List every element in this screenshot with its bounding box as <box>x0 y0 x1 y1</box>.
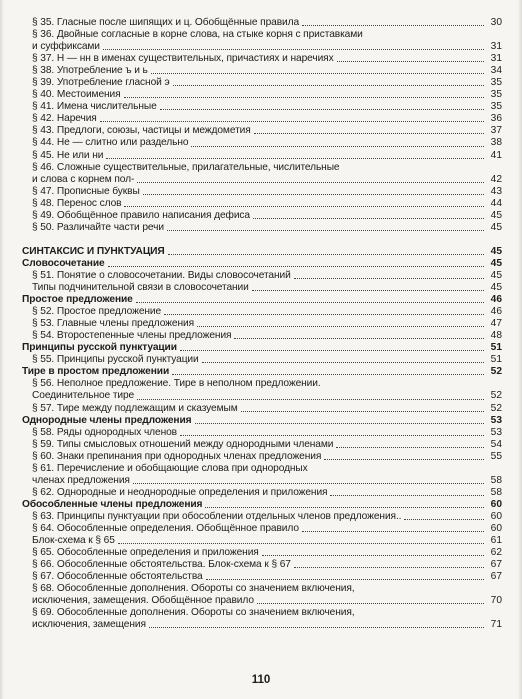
toc-entry-title: § 56. Неполное предложение. Тире в неполном предложении. <box>32 378 321 390</box>
toc-section-heading <box>22 499 502 511</box>
toc-entry <box>22 571 502 583</box>
toc-entry <box>22 282 502 294</box>
toc-section-heading <box>22 366 502 378</box>
toc-page-number: 42 <box>490 173 502 185</box>
dot-leader <box>143 193 484 195</box>
toc-page-number: 41 <box>490 149 502 161</box>
dot-leader <box>257 602 484 604</box>
dot-leader <box>173 84 484 86</box>
toc-page-number: 47 <box>490 318 502 330</box>
dot-leader <box>172 373 484 375</box>
toc-page-number: 45 <box>490 245 502 257</box>
dot-leader <box>336 446 484 448</box>
toc-page-number: 31 <box>490 41 502 53</box>
toc-entry <box>22 137 502 149</box>
toc-entry <box>22 583 502 595</box>
toc-entry <box>22 198 502 210</box>
toc-entry-title: § 58. Ряды однородных членов <box>32 426 177 438</box>
toc-entry <box>22 306 502 318</box>
toc-entry-title: § 63. Принципы пунктуации при обособлении отдельных членов предложения.. <box>32 510 402 522</box>
toc-page-number: 38 <box>490 137 502 149</box>
toc-entry-title: § 47. Прописные буквы <box>32 185 140 197</box>
toc-entry-title: Типы подчинительной связи в словосочетании <box>32 282 249 294</box>
toc-page-number: 31 <box>490 53 502 65</box>
dot-leader <box>180 434 484 436</box>
dot-leader <box>149 626 484 628</box>
dot-leader <box>164 313 484 315</box>
toc-page-number: 43 <box>490 185 502 197</box>
toc-entry <box>22 29 502 41</box>
dot-leader <box>124 96 484 98</box>
toc-entry <box>22 53 502 65</box>
toc-page-number: 58 <box>490 474 502 486</box>
toc-entry <box>22 101 502 113</box>
dot-leader <box>302 24 484 26</box>
toc-entry-title: Соединительное тире <box>32 390 135 402</box>
toc-page-number: 45 <box>490 209 502 221</box>
toc-entry-title: § 60. Знаки препинания при однородных членах предложения <box>32 450 322 462</box>
toc-entry-title: § 65. Обособленные определения и приложения <box>32 547 259 559</box>
dot-leader <box>195 422 485 424</box>
toc-entry <box>22 595 502 607</box>
dot-leader <box>108 265 484 267</box>
toc-entry-title: СИНТАКСИС И ПУНКТУАЦИЯ <box>22 245 165 257</box>
dot-leader <box>337 60 484 62</box>
toc-page-number: 46 <box>490 306 502 318</box>
toc-entry <box>22 607 502 619</box>
dot-leader <box>124 205 484 207</box>
dot-leader <box>151 72 484 74</box>
toc-page-number: 60 <box>490 498 502 510</box>
toc-entry-title: § 68. Обособленные дополнения. Обороты со значением включения, <box>32 583 355 595</box>
dot-leader <box>206 578 484 580</box>
dot-leader <box>202 361 484 363</box>
toc-entry-title: § 46. Сложные существительные, прилагательные, числительные <box>32 161 340 173</box>
dot-leader <box>167 229 484 231</box>
dot-leader <box>180 349 484 351</box>
toc-page-number: 58 <box>490 486 502 498</box>
toc-entry <box>22 210 502 222</box>
toc-entry-title: § 41. Имена числительные <box>32 101 157 113</box>
toc-entry-title: § 44. Не — слитно или раздельно <box>32 137 189 149</box>
toc-entry-title: § 40. Местоимения <box>32 89 121 101</box>
toc-page-number: 67 <box>490 559 502 571</box>
dot-leader <box>133 482 484 484</box>
toc-spacer <box>22 234 502 246</box>
toc-entry-title: § 64. Обособленные определения. Обобщённое правило <box>32 522 299 534</box>
toc-page-number: 45 <box>490 282 502 294</box>
dot-leader <box>118 542 484 544</box>
toc-entry-title: § 35. Гласные после шипящих и ц. Обобщённые правила <box>32 17 300 28</box>
toc-entry-title: Блок-схема к § 65 <box>32 535 115 547</box>
table-of-contents <box>22 17 502 631</box>
toc-entry <box>22 487 502 499</box>
dot-leader <box>168 253 484 255</box>
toc-page-number: 70 <box>490 595 502 607</box>
toc-entry <box>22 354 502 366</box>
toc-entry-title: § 38. Употребление ъ и ь <box>32 65 148 77</box>
dot-leader <box>137 181 484 183</box>
toc-section-heading <box>22 246 502 258</box>
toc-entry-title: § 50. Различайте части речи <box>32 221 164 233</box>
toc-entry <box>22 451 502 463</box>
toc-entry <box>22 222 502 234</box>
dot-leader <box>254 132 484 134</box>
toc-page-number: 51 <box>490 354 502 366</box>
dot-leader <box>160 108 484 110</box>
toc-entry <box>22 390 502 402</box>
toc-page-number: 62 <box>490 547 502 559</box>
toc-page-number: 30 <box>490 17 502 28</box>
toc-page-number: 46 <box>490 294 502 306</box>
toc-page-number: 35 <box>490 77 502 89</box>
dot-leader <box>197 325 484 327</box>
toc-page-number: 45 <box>490 221 502 233</box>
dot-leader <box>106 157 484 159</box>
toc-page-number: 61 <box>490 535 502 547</box>
toc-entry-title: § 67. Обособленные обстоятельства <box>32 571 203 583</box>
toc-entry-title: членах предложения <box>32 474 130 486</box>
toc-entry <box>22 403 502 415</box>
toc-entry-title: § 54. Второстепенные члены предложения <box>32 330 232 342</box>
toc-entry-title: § 52. Простое предложение <box>32 306 162 318</box>
toc-page-number: 34 <box>490 65 502 77</box>
toc-page-number: 55 <box>490 450 502 462</box>
toc-entry-title: § 55. Принципы русской пунктуации <box>32 354 199 366</box>
toc-entry <box>22 475 502 487</box>
toc-entry-title: § 66. Обособленные обстоятельства. Блок-схема к § 67 <box>32 559 291 571</box>
toc-entry <box>22 439 502 451</box>
toc-entry-title: § 57. Тире между подлежащим и сказуемым <box>32 402 238 414</box>
toc-entry-title: и суффиксами <box>32 41 100 53</box>
toc-page-number: 54 <box>490 438 502 450</box>
toc-page-number: 71 <box>490 619 502 631</box>
dot-leader <box>294 277 484 279</box>
toc-entry-title: § 42. Наречия <box>32 113 97 125</box>
toc-entry <box>22 559 502 571</box>
dot-leader <box>137 398 484 400</box>
toc-entry <box>22 89 502 101</box>
toc-page-number: 53 <box>490 414 502 426</box>
toc-entry <box>22 77 502 89</box>
dot-leader <box>241 410 484 412</box>
toc-entry <box>22 547 502 559</box>
toc-page-number: 48 <box>490 330 502 342</box>
toc-entry <box>22 41 502 53</box>
toc-section-heading <box>22 294 502 306</box>
dot-leader <box>404 518 484 520</box>
toc-entry-title: Принципы русской пунктуации <box>22 342 177 354</box>
dot-leader <box>191 145 484 147</box>
toc-entry-title: § 51. Понятие о словосочетании. Виды словосочетаний <box>32 269 291 281</box>
toc-entry <box>22 535 502 547</box>
toc-entry <box>22 65 502 77</box>
toc-page-number: 44 <box>490 197 502 209</box>
toc-entry-title: § 69. Обособленные дополнения. Обороты со значением включения, <box>32 607 355 619</box>
toc-entry-title: § 39. Употребление гласной э <box>32 77 170 89</box>
toc-entry-title: § 49. Обобщённое правило написания дефиса <box>32 209 250 221</box>
toc-entry-title: Обособленные члены предложения <box>22 498 203 510</box>
toc-page-number: 67 <box>490 571 502 583</box>
dot-leader <box>234 337 484 339</box>
toc-entry <box>22 427 502 439</box>
dot-leader <box>302 530 484 532</box>
toc-page-number: 51 <box>490 342 502 354</box>
toc-entry <box>22 318 502 330</box>
toc-entry-title: § 62. Однородные и неоднородные определения и приложения <box>32 486 328 498</box>
toc-page-number: 36 <box>490 113 502 125</box>
toc-page-number: 60 <box>490 510 502 522</box>
toc-section-heading <box>22 415 502 427</box>
toc-entry <box>22 330 502 342</box>
dot-leader <box>330 494 484 496</box>
toc-entry <box>22 162 502 174</box>
page-number: 110 <box>251 674 271 686</box>
toc-entry <box>22 125 502 137</box>
toc-entry <box>22 619 502 631</box>
toc-entry-title: § 59. Типы смысловых отношений между однородными членами <box>32 438 334 450</box>
toc-entry <box>22 378 502 390</box>
toc-entry <box>22 113 502 125</box>
dot-leader <box>294 566 484 568</box>
toc-entry-title: § 61. Перечисление и обобщающие слова при однородных <box>32 462 308 474</box>
toc-entry-title: § 36. Двойные согласные в корне слова, на стыке корня с приставками <box>32 29 363 41</box>
dot-leader <box>252 289 484 291</box>
toc-entry-title: исключения, замещения <box>32 619 146 631</box>
toc-entry <box>22 463 502 475</box>
toc-page-number: 45 <box>490 269 502 281</box>
dot-leader <box>262 554 484 556</box>
toc-entry-title: Словосочетание <box>22 257 105 269</box>
toc-page-number: 35 <box>490 89 502 101</box>
toc-entry-title: § 37. Н — нн в именах существительных, причастиях и наречиях <box>32 53 334 65</box>
toc-entry <box>22 150 502 162</box>
toc-page-number: 60 <box>490 522 502 534</box>
toc-entry <box>22 17 502 29</box>
toc-page-number: 52 <box>490 366 502 378</box>
toc-entry-title: § 45. Не или ни <box>32 149 104 161</box>
dot-leader <box>205 506 484 508</box>
toc-entry <box>22 523 502 535</box>
toc-entry-title: Простое предложение <box>22 294 133 306</box>
toc-section-heading <box>22 342 502 354</box>
toc-entry-title: § 53. Главные члены предложения <box>32 318 194 330</box>
dot-leader <box>136 301 484 303</box>
toc-entry-title: Тире в простом предложении <box>22 366 170 378</box>
dot-leader <box>253 217 484 219</box>
toc-page-number: 37 <box>490 125 502 137</box>
dot-leader <box>324 458 484 460</box>
toc-entry-title: Однородные члены предложения <box>22 414 192 426</box>
toc-section-heading <box>22 258 502 270</box>
toc-page-number: 52 <box>490 402 502 414</box>
toc-page-number: 52 <box>490 390 502 402</box>
toc-entry <box>22 174 502 186</box>
toc-page-number: 35 <box>490 101 502 113</box>
toc-entry-title: исключения, замещения. Обобщённое правило <box>32 595 254 607</box>
toc-entry <box>22 186 502 198</box>
page-edge-right <box>518 0 522 699</box>
dot-leader <box>103 48 484 50</box>
toc-entry-title: § 43. Предлоги, союзы, частицы и междометия <box>32 125 251 137</box>
toc-entry-title: и слова с корнем пол- <box>32 173 135 185</box>
page-edge-left <box>0 0 4 699</box>
toc-entry <box>22 511 502 523</box>
dot-leader <box>100 120 484 122</box>
toc-entry <box>22 270 502 282</box>
toc-page-number: 53 <box>490 426 502 438</box>
toc-page-number: 45 <box>490 257 502 269</box>
toc-entry-title: § 48. Перенос слов <box>32 197 122 209</box>
